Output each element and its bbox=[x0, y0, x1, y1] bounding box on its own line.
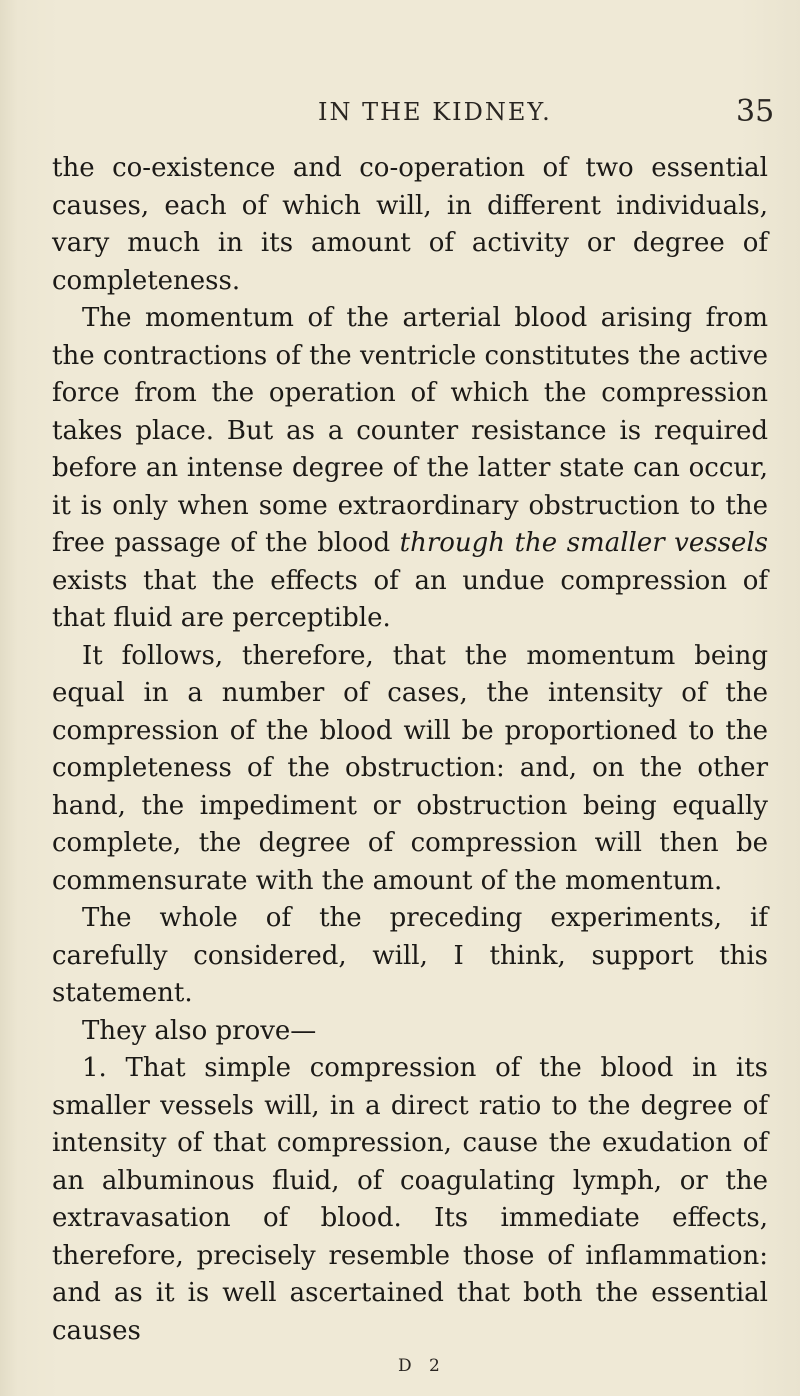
paragraph-it-follows: It follows, therefore, that the momentum being equal in a number of cases, the intensity of the compression of the blood will be proportioned to the completeness of the obstruction: and, on the other hand, the impediment or obstruction being equally complete, the degree of compression will then be commensurate with the amount of the momentum. bbox=[52, 640, 768, 896]
paragraph-text: The momentum of the arterial blood arising from the contractions of the ventricle constitutes the active force from the operation of which the compression takes place. But as a counter resistance is required before an intense degree of the latter state can occur, it is only when some extraordinary obstruction to the free passage of the blood bbox=[52, 303, 768, 558]
paragraph-continuation: the co-existence and co-operation of two essential causes, each of which will, in different individuals, vary much in its amount of activity or degree of completeness. bbox=[52, 153, 768, 296]
paragraph-momentum bbox=[52, 300, 768, 638]
paragraph-they-also-prove: They also prove— bbox=[82, 1015, 317, 1046]
page-header bbox=[0, 94, 800, 138]
printer-signature: D 2 bbox=[398, 1356, 446, 1376]
body-text bbox=[52, 150, 768, 1350]
running-title: IN THE KIDNEY. bbox=[318, 98, 552, 126]
italic-phrase: through the smaller vessels bbox=[399, 528, 768, 558]
page-number: 35 bbox=[736, 94, 775, 129]
paragraph-text: exists that the effects of an undue compression of that fluid are perceptible. bbox=[52, 565, 768, 633]
paragraph-preceding-experiments: The whole of the preceding experiments, if carefully considered, will, I think, support this statement. bbox=[52, 903, 768, 1008]
paragraph-point-one: 1. That simple compression of the blood in its smaller vessels will, in a direct ratio to the degree of intensity of that compression, cause the exudation of an albuminous fluid, of coagulating lymph, or the extravasation of blood. Its immediate effects, therefore, precisely resemble those of inflammation: and as it is well ascertained that both the essential causes bbox=[52, 1053, 768, 1346]
